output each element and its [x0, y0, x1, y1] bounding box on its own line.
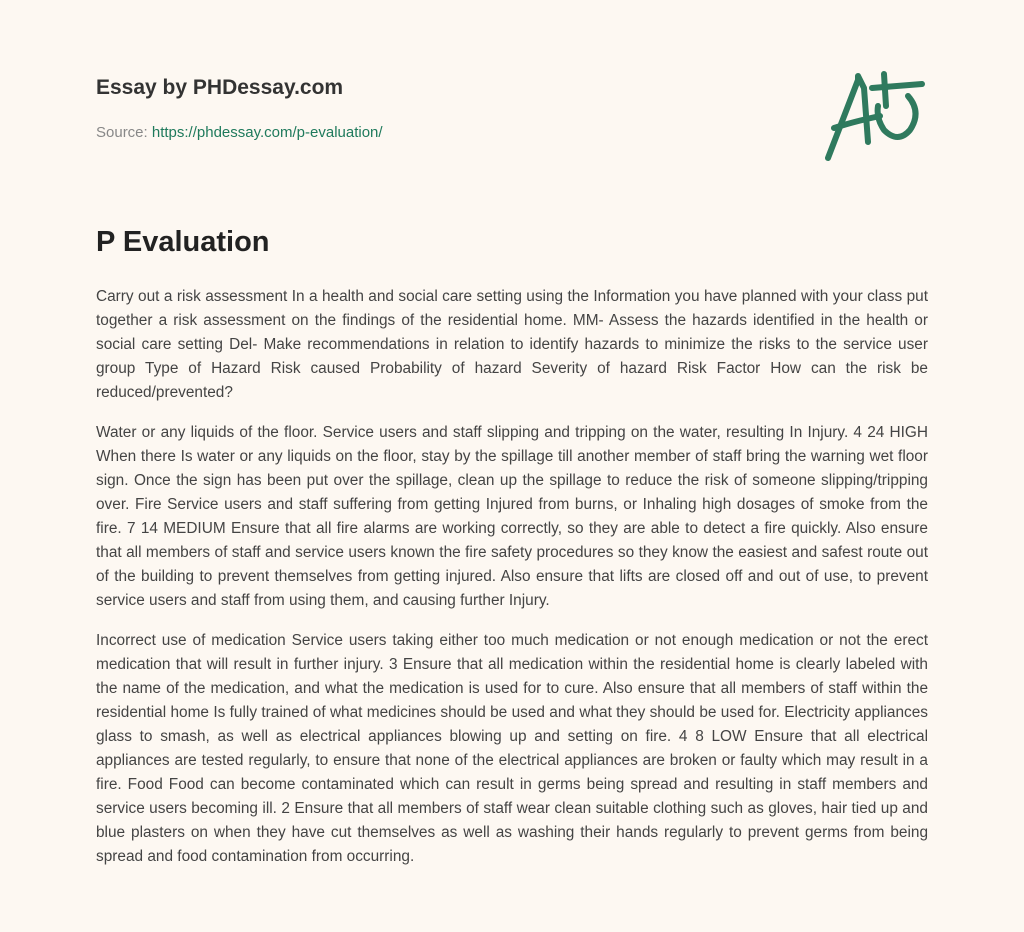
paragraph: Incorrect use of medication Service users taking either too much medication or not enough medication or not the erect medication that will result in further injury. 3 Ensure that all medication within the residential home is clearly labeled with the name of the medication, and what the medication is used for to cure. Also ensure that all members of staff within the residential home Is fully trained of what medicines should be used and what they should be used for. Electricity appliances glass to smash, as well as electrical appliances blowing up and setting on fire. 4 8 LOW Ensure that all electrical appliances are tested regularly, to ensure that none of the electrical appliances are broken or faulty which may result in a fire. Food Food can become contaminated which can result in germs being spread and resulting in staff members and service users becoming ill. 2 Ensure that all members of staff wear clean suitable clothing such as gloves, hair tied up and blue plasters on when they have cut themselves as well as washing their hands regularly to prevent germs from being spread and food contamination from occurring.: [96, 632, 928, 865]
paragraph: Water or any liquids of the floor. Service users and staff slipping and tripping on the water, resulting In Injury. 4 24 HIGH When there Is water or any liquids on the floor, stay by the spillage till another member of staff bring the warning wet floor sign. Once the sign has been put over the spillage, clean up the spillage to reduce the risk of someone slipping/tripping over. Fire Service users and staff suffering from getting Injured from burns, or Inhaling high dosages of smoke from the fire. 7 14 MEDIUM Ensure that all fire alarms are working correctly, so they are able to detect a fire quickly. Also ensure that all members of staff and service users known the fire safety procedures so they know the easiest and safest route out of the building to prevent themselves from getting injured. Also ensure that lifts are closed off and out of use, to prevent service users and staff from using them, and causing further Injury.: [96, 424, 928, 609]
article-body: [96, 285, 928, 885]
source-label: Source:: [96, 124, 148, 141]
source-link[interactable]: https://phdessay.com/p-evaluation/: [151, 124, 383, 141]
a-plus-logo: [818, 66, 930, 166]
site-title: Essay by PHDessay.com: [96, 76, 344, 99]
paragraph: Carry out a risk assessment In a health and social care setting using the Information you have planned with your class put together a risk assessment on the findings of the residential home. MM- Assess the hazards identified in the health or social care setting Del- Make recommendations in relation to identify hazards to minimize the risks to the service user group Type of Hazard Risk caused Probability of hazard Severity of hazard Risk Factor How can the risk be reduced/prevented?: [96, 288, 928, 401]
source-line: [96, 124, 383, 141]
article-title: P Evaluation: [96, 226, 270, 258]
